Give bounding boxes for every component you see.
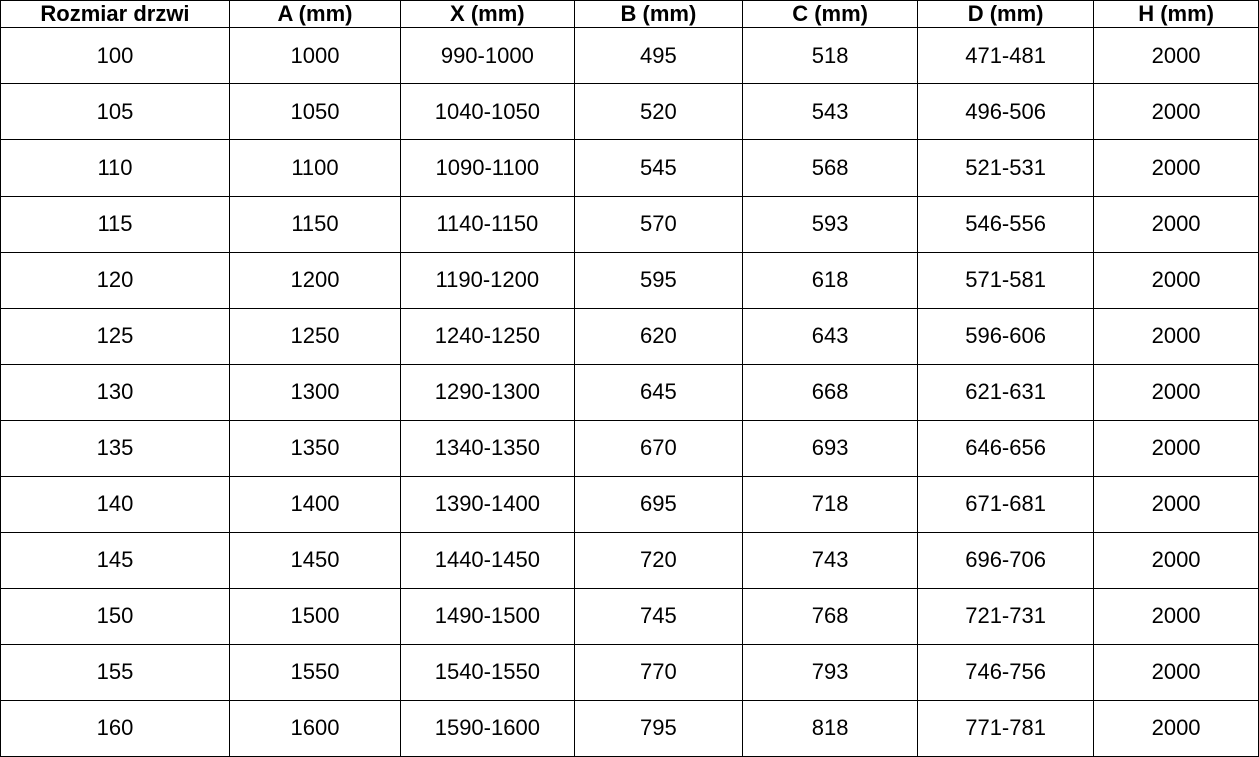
column-header: D (mm) <box>918 1 1094 28</box>
table-cell: 105 <box>1 84 230 140</box>
table-cell: 1000 <box>229 28 400 84</box>
table-cell: 1040-1050 <box>401 84 575 140</box>
table-row <box>1 196 1259 252</box>
table-cell: 155 <box>1 644 230 700</box>
table-cell: 643 <box>743 308 918 364</box>
column-header: C (mm) <box>743 1 918 28</box>
table-cell: 768 <box>743 588 918 644</box>
table-cell: 2000 <box>1094 196 1259 252</box>
table-cell: 795 <box>574 700 743 756</box>
table-cell: 1450 <box>229 532 400 588</box>
table-cell: 1300 <box>229 364 400 420</box>
table-cell: 595 <box>574 252 743 308</box>
table-cell: 471-481 <box>918 28 1094 84</box>
column-header: A (mm) <box>229 1 400 28</box>
table-cell: 130 <box>1 364 230 420</box>
table-cell: 1240-1250 <box>401 308 575 364</box>
table-cell: 100 <box>1 28 230 84</box>
table-cell: 125 <box>1 308 230 364</box>
table-cell: 990-1000 <box>401 28 575 84</box>
table-cell: 2000 <box>1094 364 1259 420</box>
table-cell: 620 <box>574 308 743 364</box>
table-cell: 160 <box>1 700 230 756</box>
table-cell: 1590-1600 <box>401 700 575 756</box>
table-row <box>1 308 1259 364</box>
table-cell: 2000 <box>1094 252 1259 308</box>
table-cell: 2000 <box>1094 28 1259 84</box>
table-cell: 646-656 <box>918 420 1094 476</box>
table-cell: 1100 <box>229 140 400 196</box>
table-cell: 546-556 <box>918 196 1094 252</box>
table-cell: 1200 <box>229 252 400 308</box>
table-cell: 1250 <box>229 308 400 364</box>
table-cell: 593 <box>743 196 918 252</box>
table-cell: 2000 <box>1094 140 1259 196</box>
table-cell: 521-531 <box>918 140 1094 196</box>
table-cell: 571-581 <box>918 252 1094 308</box>
table-cell: 621-631 <box>918 364 1094 420</box>
table-cell: 1490-1500 <box>401 588 575 644</box>
table-cell: 1390-1400 <box>401 476 575 532</box>
table-cell: 618 <box>743 252 918 308</box>
table-cell: 770 <box>574 644 743 700</box>
table-cell: 718 <box>743 476 918 532</box>
table-cell: 2000 <box>1094 420 1259 476</box>
table-cell: 1090-1100 <box>401 140 575 196</box>
table-cell: 545 <box>574 140 743 196</box>
table-row <box>1 84 1259 140</box>
table-row <box>1 476 1259 532</box>
table-cell: 1500 <box>229 588 400 644</box>
column-header: Rozmiar drzwi <box>1 1 230 28</box>
table-cell: 1400 <box>229 476 400 532</box>
table-row <box>1 532 1259 588</box>
table-cell: 1350 <box>229 420 400 476</box>
table-cell: 1050 <box>229 84 400 140</box>
column-header: B (mm) <box>574 1 743 28</box>
table-cell: 570 <box>574 196 743 252</box>
table-cell: 2000 <box>1094 588 1259 644</box>
table-cell: 745 <box>574 588 743 644</box>
table-cell: 495 <box>574 28 743 84</box>
table-cell: 818 <box>743 700 918 756</box>
table-cell: 145 <box>1 532 230 588</box>
table-body <box>1 28 1259 757</box>
table-cell: 696-706 <box>918 532 1094 588</box>
table-cell: 518 <box>743 28 918 84</box>
table-cell: 1290-1300 <box>401 364 575 420</box>
table-cell: 2000 <box>1094 644 1259 700</box>
column-header: X (mm) <box>401 1 575 28</box>
table-cell: 2000 <box>1094 476 1259 532</box>
table-row <box>1 644 1259 700</box>
table-row <box>1 252 1259 308</box>
table-cell: 115 <box>1 196 230 252</box>
table-cell: 1150 <box>229 196 400 252</box>
table-cell: 1440-1450 <box>401 532 575 588</box>
table-cell: 793 <box>743 644 918 700</box>
column-header: H (mm) <box>1094 1 1259 28</box>
table-row <box>1 364 1259 420</box>
table-cell: 2000 <box>1094 700 1259 756</box>
table-cell: 670 <box>574 420 743 476</box>
table-cell: 668 <box>743 364 918 420</box>
table-cell: 720 <box>574 532 743 588</box>
table-cell: 496-506 <box>918 84 1094 140</box>
table-cell: 2000 <box>1094 532 1259 588</box>
table-row <box>1 420 1259 476</box>
table-cell: 543 <box>743 84 918 140</box>
table-cell: 2000 <box>1094 84 1259 140</box>
table-cell: 140 <box>1 476 230 532</box>
table-cell: 671-681 <box>918 476 1094 532</box>
table-cell: 135 <box>1 420 230 476</box>
table-cell: 596-606 <box>918 308 1094 364</box>
header-row <box>1 1 1259 28</box>
table-cell: 568 <box>743 140 918 196</box>
table-cell: 693 <box>743 420 918 476</box>
table-cell: 1340-1350 <box>401 420 575 476</box>
table-cell: 1540-1550 <box>401 644 575 700</box>
table-cell: 2000 <box>1094 308 1259 364</box>
table-row <box>1 140 1259 196</box>
table-cell: 1600 <box>229 700 400 756</box>
table-cell: 743 <box>743 532 918 588</box>
table-cell: 771-781 <box>918 700 1094 756</box>
table-cell: 695 <box>574 476 743 532</box>
table-cell: 1550 <box>229 644 400 700</box>
table-cell: 721-731 <box>918 588 1094 644</box>
table-cell: 645 <box>574 364 743 420</box>
table-row <box>1 588 1259 644</box>
table-cell: 120 <box>1 252 230 308</box>
table-cell: 150 <box>1 588 230 644</box>
table-row <box>1 28 1259 84</box>
table-cell: 1140-1150 <box>401 196 575 252</box>
table-row <box>1 700 1259 756</box>
table-cell: 110 <box>1 140 230 196</box>
table-cell: 746-756 <box>918 644 1094 700</box>
table-cell: 520 <box>574 84 743 140</box>
table-cell: 1190-1200 <box>401 252 575 308</box>
